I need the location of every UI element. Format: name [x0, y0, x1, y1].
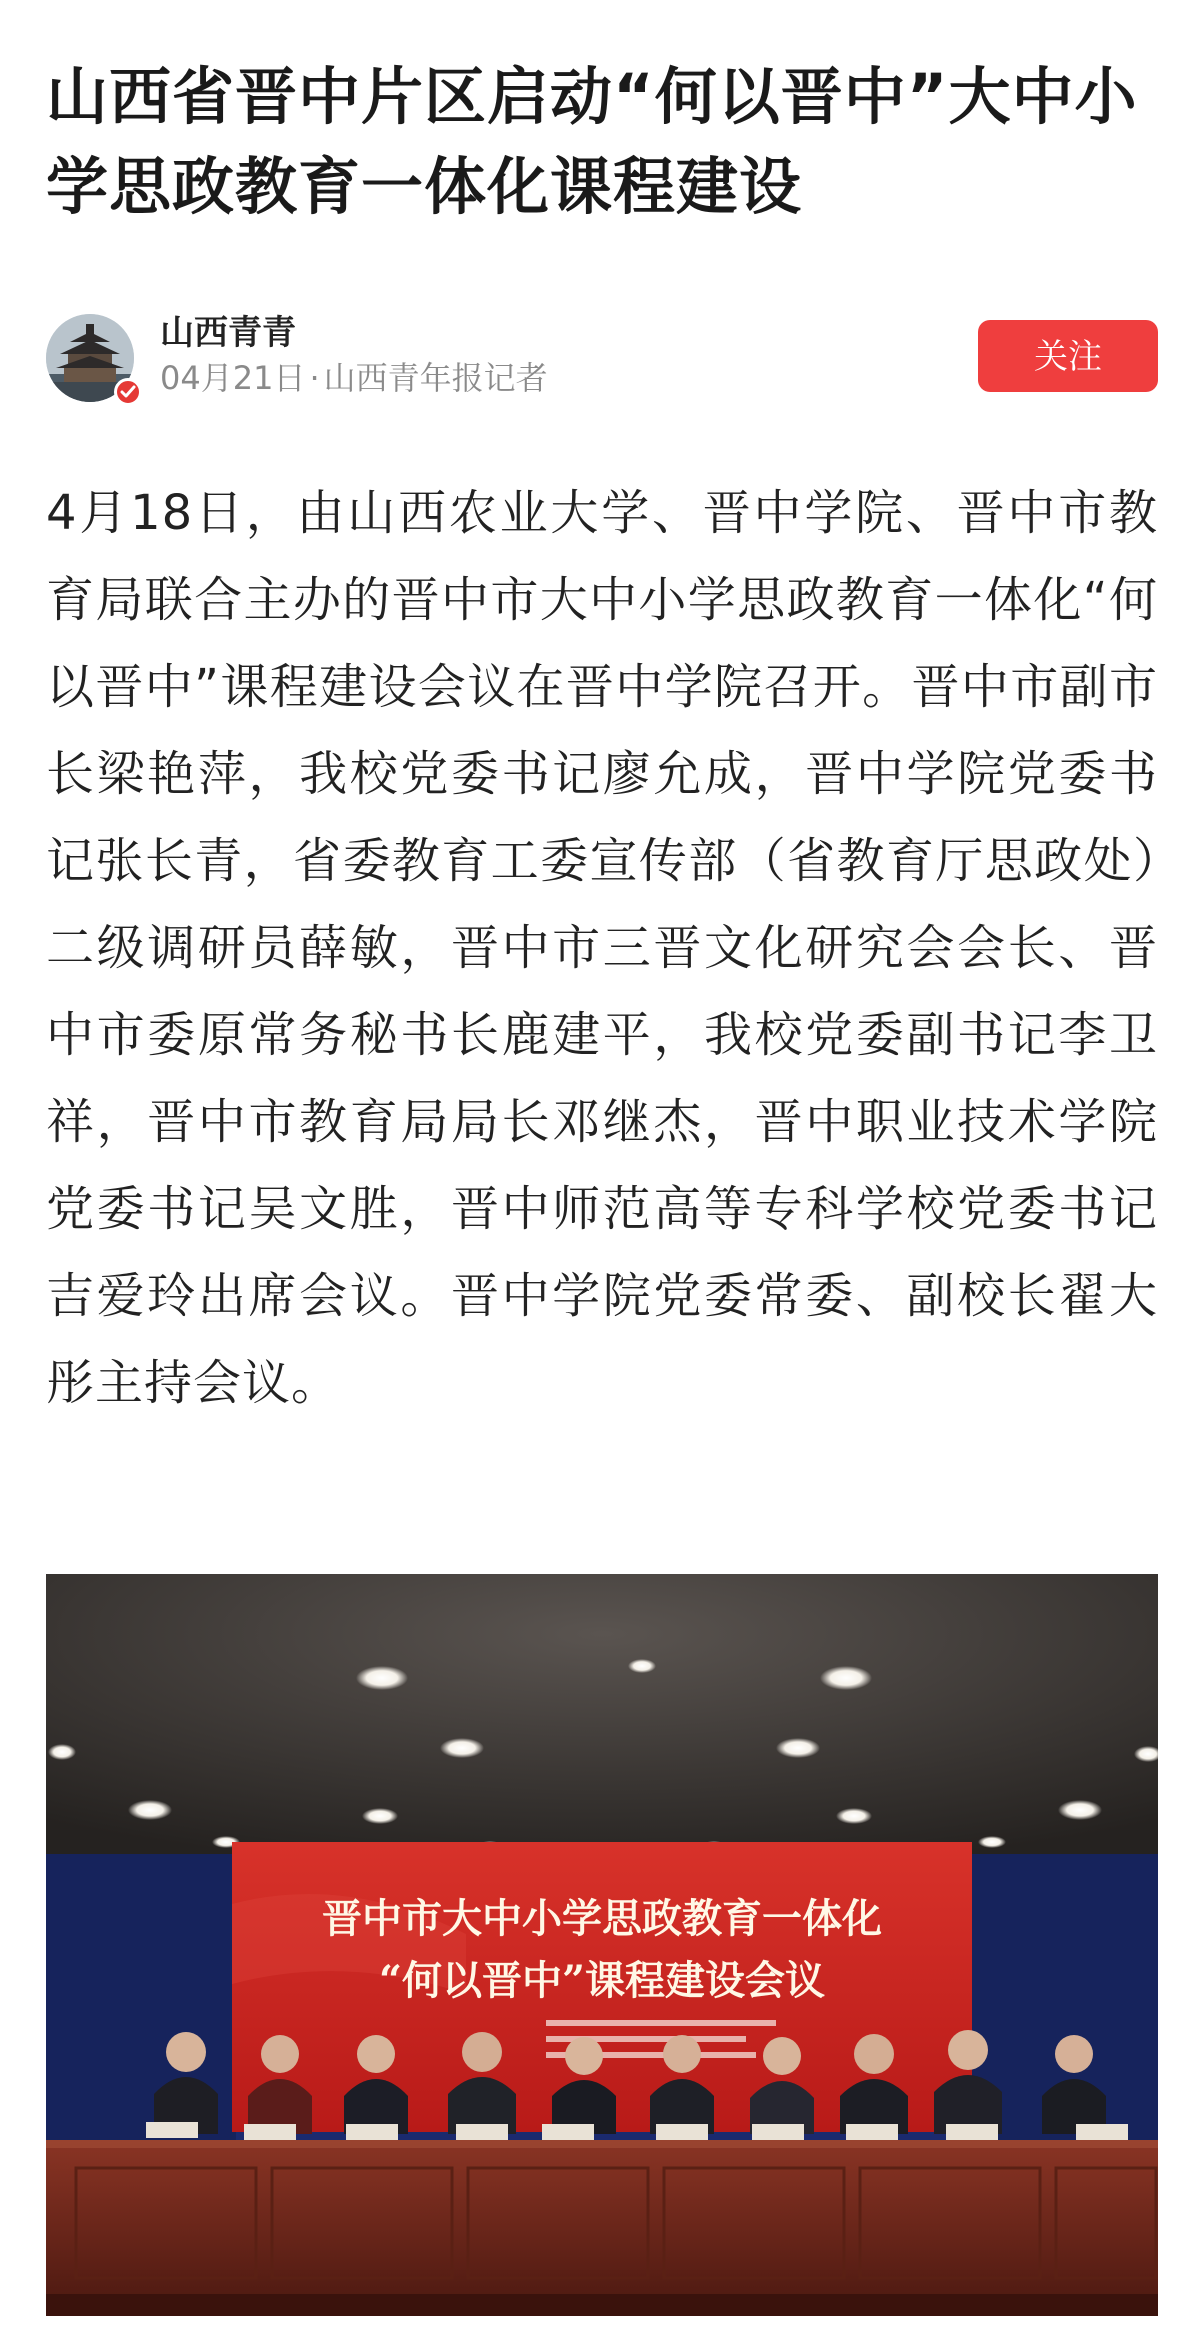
banner-line-1: 晋中市大中小学思政教育一体化: [322, 1895, 882, 1942]
publish-date: 04月21日: [160, 359, 306, 397]
meeting-photo-image: [46, 1574, 1158, 2316]
author-row: [46, 310, 1158, 406]
meta-separator: ·: [309, 359, 320, 397]
author-source: 山西青年报记者: [323, 359, 548, 397]
article-title: 山西省晋中片区启动“何以晋中”大中小学思政教育一体化课程建设: [46, 60, 1138, 223]
conference-table: [46, 2140, 1158, 2316]
ceiling: [46, 1574, 1158, 1874]
article-body: 4月18日，由山西农业大学、晋中学院、晋中市教育局联合主办的晋中市大中小学思政教育一体化“何以晋中”课程建设会议在晋中学院召开。晋中市副市长梁艳萍，我校党委书记廖允成，晋中学院党委书记张长青，省委教育工委宣传部（省教育厅思政处）二级调研员薛敏，晋中市三晋文化研究会会长、晋中市委原常务秘书长鹿建平，我校党委副书记李卫祥，晋中市教育局局长邓继杰，晋中职业技术学院党委书记吴文胜，晋中师范高等专科学校党委书记吉爱玲出席会议。晋中学院党委常委、副校长翟大彤主持会议。: [46, 485, 1158, 1411]
banner-line-2: “何以晋中”课程建设会议: [378, 1957, 826, 2004]
author-name[interactable]: 山西青青: [160, 313, 296, 353]
verified-check-icon: [114, 378, 142, 406]
author-meta: [160, 356, 548, 400]
meeting-photo[interactable]: [46, 1574, 1158, 2316]
follow-button[interactable]: 关注: [978, 320, 1158, 392]
